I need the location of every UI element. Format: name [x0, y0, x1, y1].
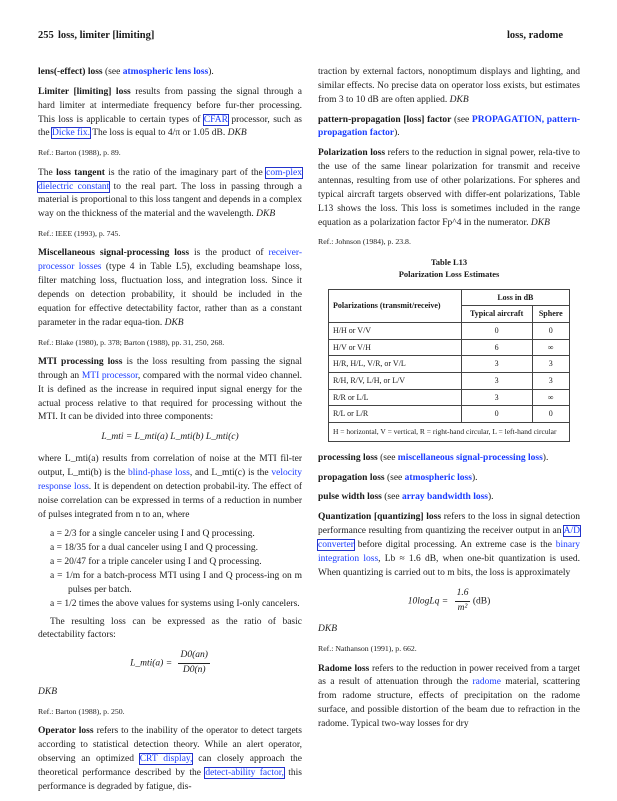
list-item: a = 2/3 for a single canceler using I and Q processing. [50, 529, 255, 540]
reference: Ref.: Barton (1988), p. 89. [38, 148, 121, 158]
term-loss-tangent: loss tangent [56, 167, 105, 178]
term-operator-loss: Operator loss [38, 726, 94, 737]
result-text: The resulting loss can be expressed as the ratio of basic detectability factors: [38, 616, 302, 641]
author-initials: DKB [530, 217, 550, 228]
author-initials: DKB [449, 94, 469, 105]
link-cfar[interactable]: CFAR [203, 114, 228, 125]
term-pattern-propagation: pattern-propagation [loss] factor [318, 114, 452, 125]
list-item: a = 1/2 times the above values for systems using I-only cancelers. [50, 598, 300, 609]
term-radome-loss: Radome loss [318, 663, 370, 674]
operator-loss-continued: traction by external factors, nonoptimum displays and lighting, and similar effects. No precise data on operator loss exists, but estimates from 3 to 10 dB are often applied. DKB [318, 67, 580, 105]
reference: Ref.: IEEE (1993), p. 745. [38, 229, 121, 239]
reference: Ref.: Nathanson (1991), p. 662. [318, 644, 417, 654]
right-column [318, 66, 580, 738]
left-column [38, 66, 302, 801]
entry-pulse-width-loss: pulse width loss (see array bandwidth loss). [318, 492, 494, 503]
reference: Ref.: Barton (1988), p. 250. [38, 706, 125, 716]
author-initials: DKB [256, 209, 276, 220]
term-limiter-loss: Limiter [limiting] loss [38, 86, 131, 97]
entry-operator-loss: Operator loss refers to the inability of the operator to detect targets according to statistical detection theory. While an alert operator, observing an optimized CRT display, can closely approach the theoretical performance described by the detect-ability factor, this performance is degraded by fatigue, dis- [38, 726, 303, 792]
table-header-aircraft: Typical aircraft [461, 306, 532, 323]
table-row: H/H or V/V 0 0 [329, 322, 570, 339]
header-right-title: loss, radome [507, 30, 563, 41]
list-item: a = 18/35 for a dual canceler using I and Q processing. [50, 543, 258, 554]
table-row: R/R or L/L 3 ∞ [329, 389, 570, 406]
term-pulse-width-loss: pulse width loss [318, 492, 382, 503]
table-header-loss: Loss in dB [461, 289, 569, 306]
running-header [0, 30, 617, 50]
a-values-list [38, 528, 302, 611]
entry-loss-tangent: The loss tangent is the ratio of the imaginary part of the com-plex dielectric constant to the real part. The loss in passing through a material is proportional to this loss tangent and depends in a complex way on the thickness of the material and the wavelength. DKB [38, 167, 303, 220]
term-lens-loss: lens(-effect) loss [38, 67, 103, 77]
equation-mti: L_mti = L_mti(a) L_mti(b) L_mti(c) [101, 432, 239, 443]
link-velocity-response-loss[interactable]: velocity response loss [38, 468, 303, 492]
list-item: a = 1/m for a batch-process MTI using I and Q process-ing on m pulses per batch. [50, 571, 302, 595]
table-row: R/L or L/R 0 0 [329, 406, 570, 423]
table-caption: Table L13 [430, 256, 468, 267]
page-number: 255 [38, 30, 54, 41]
polarization-loss-table [328, 289, 570, 442]
table-row: R/H, R/V, L/H, or L/V 3 3 [329, 373, 570, 390]
header-left-title: loss, limiter [limiting] [58, 30, 155, 41]
table-header-polarizations: Polarizations (transmit/receive) [329, 289, 462, 322]
table-row: H/R, H/L, V/R, or V/L 3 3 [329, 356, 570, 373]
entry-processing-loss: processing loss (see miscellaneous signal-processing loss). [318, 452, 549, 463]
mti-where-text: where L_mti(a) results from correlation of noise at the MTI fil-ter output, L_mti(b) is the blind-phase loss, and L_mti(c) is the velocity response loss. It is dependent on detection probabil-ity. The effect of noise correlation can be expressed in terms of a reduction in number of pulses integrated from n to an, where [38, 454, 303, 520]
link-pattern-propagation-factor[interactable]: pattern-propagation factor [318, 114, 581, 139]
link-complex-dielectric-constant[interactable]: com-plex dielectric constant [38, 167, 302, 192]
term-misc-loss: Miscellaneous signal-processing loss [38, 248, 190, 259]
term-propagation-loss: propagation loss [318, 472, 385, 483]
link-radome[interactable]: radome [472, 677, 501, 688]
link-atmospheric-loss[interactable]: atmospheric loss [404, 472, 472, 483]
term-processing-loss: processing loss [318, 452, 378, 463]
link-binary-integration-loss[interactable]: binary integration loss [318, 540, 581, 564]
author-initials: DKB [227, 128, 247, 139]
term-polarization-loss: Polarization loss [318, 148, 386, 159]
link-receiver-processor-losses[interactable]: receiver-processor losses [38, 248, 303, 273]
term-mti-loss: MTI processing loss [38, 357, 123, 368]
author-initials: DKB [164, 317, 184, 328]
link-detectability-factor[interactable]: detect-ability factor, [205, 767, 284, 778]
link-misc-signal-processing-loss[interactable]: miscellaneous signal-processing loss [397, 452, 543, 463]
term-quantization-loss: Quantization [quantizing] loss [318, 512, 442, 523]
link-crt-display[interactable]: CRT display, [139, 754, 193, 765]
link-propagation[interactable]: PROPAGATION, [471, 114, 545, 125]
entry-limiter-loss: Limiter [limiting] loss results from passing the signal through a hard limiter at intermediate frequency before fur-ther processing. This loss is applicable to certain types of CFAR processor, such as the Dicke fix. The loss is equal to 4/π or 1.05 dB. DKB [38, 86, 303, 139]
entry-radome-loss: Radome loss refers to the reduction in power received from a target as a result of attenuation through the radome material, scattering from radome structure, effects of precipitation on the radome surface, and possible distortion of the beam due to refraction in the radome. Typical two-way losses for dry [318, 663, 581, 730]
table-header-sphere: Sphere [532, 306, 569, 323]
table-note: H = horizontal, V = vertical, R = right-hand circular, L = left-hand circular [329, 423, 570, 442]
entry-pattern-propagation: pattern-propagation [loss] factor (see PROPAGATION, pattern-propagation factor). [318, 114, 581, 139]
link-blind-phase-loss[interactable]: blind-phase loss [127, 468, 190, 479]
entry-polarization-loss: Polarization loss refers to the reduction in signal power, rela-tive to the use of the same linear polarization for transmit and receive antennas, resulting from use of other polarizations. For spheres and typical aircraft targets observed with differ-ent polarizations, Table L13 shows the loss. This loss is sometimes included in the range equation as a polarization factor Fp^4 in the numerator. DKB [318, 148, 581, 228]
entry-propagation-loss: propagation loss (see atmospheric loss). [318, 472, 478, 483]
equation-quantization: 10logLq = $\frac{1.6}{\text{m²}}$ (dB) [407, 587, 491, 613]
entry-lens-loss: lens(-effect) loss (see atmospheric lens loss). [38, 67, 214, 77]
link-dicke-fix[interactable]: Dicke fix. [51, 128, 90, 139]
equation-mti-a: L_mti(a) = $\frac{D0(an)}{D0(n)}$ [130, 650, 208, 676]
entry-misc-loss: Miscellaneous signal-processing loss is the product of receiver-processor losses (type 4 in Table L5), excluding beamshape loss, filter matching loss, fluctuation loss, and integration loss. Since it depends on detection probability, it should be included in the equation for effective detectability factor, rather than as a constant parameter in the radar equa-tion. DKB [38, 248, 303, 328]
entry-quantization-loss: Quantization [quantizing] loss refers to the loss in signal detection performance resulting from quantizing the receiver output in an A/D converter before digital processing. An extreme case is the binary integration loss, Lb ≈ 1.6 dB, when one-bit quantization is used. When quantizing is carried out to m bits, the loss is approximately [318, 512, 581, 578]
link-mti-processor[interactable]: MTI processor [81, 370, 138, 381]
author-initials: DKB [318, 624, 337, 635]
table-title: Polarization Loss Estimates [398, 269, 500, 280]
reference: Ref.: Johnson (1984), p. 23.8. [318, 237, 411, 247]
link-atmospheric-lens-loss[interactable]: atmospheric lens loss [122, 67, 209, 77]
reference: Ref.: Blake (1980), p. 378; Barton (1988), pp. 31, 250, 268. [38, 337, 225, 347]
entry-mti-loss: MTI processing loss is the loss resulting from passing the signal through an MTI processor, compared with the normal video channel. It is defined as the increase in required input signal energy for the actual process relative to that required for processing without the MTI. It can be divided into three components: [38, 357, 302, 423]
list-item: a = 20/47 for a triple canceler using I and Q processing. [50, 557, 262, 568]
table-row: H/V or V/H 6 ∞ [329, 339, 570, 356]
link-ad-converter[interactable]: A/D converter [318, 526, 580, 551]
author-initials: DKB [38, 687, 57, 698]
link-array-bandwidth-loss[interactable]: array bandwidth loss [401, 492, 488, 503]
